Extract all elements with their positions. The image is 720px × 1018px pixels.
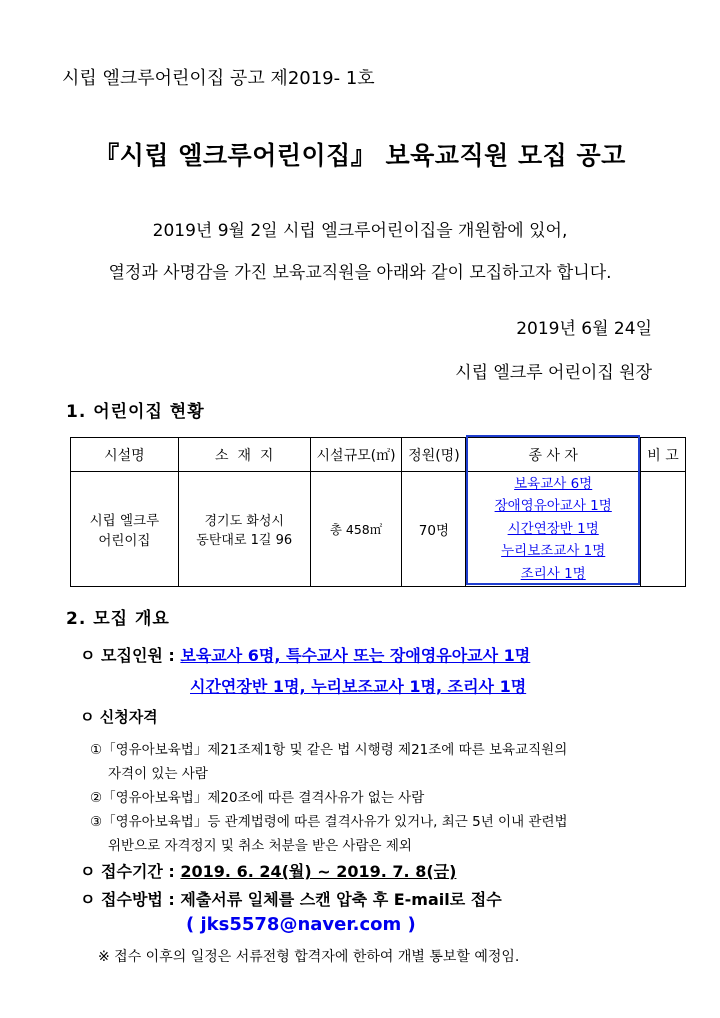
qualification-3-cont: 위반으로 자격정지 및 취소 처분을 받은 사람은 제외 xyxy=(108,838,412,854)
qualification-1-cont: 자격이 있는 사람 xyxy=(108,766,208,782)
cell-size: 총 458㎡ xyxy=(310,472,402,587)
section-2-heading: 2. 모집 개요 xyxy=(66,609,170,629)
qualification-3: ③「영유아보육법」등 관계법령에 따른 결격사유가 있거나, 최근 5년 이내 관련법 xyxy=(90,814,568,830)
facility-name-line-1: 시립 엘크루 xyxy=(89,513,160,529)
recruit-line-2 xyxy=(190,674,526,697)
col-header-name: 시설명 xyxy=(71,438,179,472)
col-header-capacity: 정원(명) xyxy=(402,438,466,472)
staff-item: 시간연장반 1명 xyxy=(507,520,599,537)
period-label: ㅇ 접수기간 : xyxy=(80,862,181,881)
cell-facility-name xyxy=(71,472,179,587)
intro-line-2: 열정과 사명감을 가진 보육교직원을 아래와 같이 모집하고자 합니다. xyxy=(108,263,612,283)
recruit-line-1 xyxy=(80,643,530,666)
schedule-note: ※ 접수 이후의 일정은 서류전형 합격자에 한하여 개별 통보할 예정임. xyxy=(98,949,520,965)
facility-name-line-2: 어린이집 xyxy=(98,533,151,549)
section-1-heading: 1. 어린이집 현황 xyxy=(66,402,205,422)
qualification-1: ①「영유아보육법」제21조제1항 및 같은 법 시행령 제21조에 따른 보육교직원의 xyxy=(90,742,568,758)
col-header-staff: 종 사 자 xyxy=(466,438,641,472)
cell-remarks xyxy=(641,472,686,587)
staff-item: 보육교사 6명 xyxy=(514,475,593,492)
email-address[interactable]: ( jks5578@naver.com ) xyxy=(186,914,416,935)
cell-address xyxy=(178,472,310,587)
staff-item: 장애영유아교사 1명 xyxy=(494,498,612,515)
cell-staff xyxy=(466,472,641,587)
table-header-row xyxy=(71,438,686,472)
announcement-date: 2019년 6월 24일 xyxy=(516,319,652,339)
col-header-size: 시설규모(㎡) xyxy=(310,438,402,472)
qualification-2: ②「영유아보육법」제20조에 따른 결격사유가 없는 사람 xyxy=(90,790,425,806)
address-line-2: 동탄대로 1길 96 xyxy=(196,533,293,548)
recruit-positions-2: 시간연장반 1명, 누리보조교사 1명, 조리사 1명 xyxy=(190,677,527,696)
table-row xyxy=(71,472,686,587)
method-line xyxy=(80,887,502,910)
document-number: 시립 엘크루어린이집 공고 제2019- 1호 xyxy=(62,68,375,89)
period-value: 2019. 6. 24(월) ~ 2019. 7. 8(금) xyxy=(180,862,457,881)
address-line-1: 경기도 화성시 xyxy=(204,514,284,529)
facility-status-table xyxy=(70,437,686,587)
intro-line-1: 2019년 9월 2일 시립 엘크루어린이집을 개원함에 있어, xyxy=(152,221,568,241)
staff-item: 조리사 1명 xyxy=(520,565,586,582)
staff-item: 누리보조교사 1명 xyxy=(501,543,606,560)
method-value: 제출서류 일체를 스캔 압축 후 E-mail로 접수 xyxy=(180,890,502,909)
recruit-positions-1: 보육교사 6명, 특수교사 또는 장애영유아교사 1명 xyxy=(180,646,531,665)
recruit-label: ㅇ 모집인원 : xyxy=(80,646,181,665)
qualification-label: ㅇ 신청자격 xyxy=(80,708,158,726)
col-header-address: 소 재 지 xyxy=(178,438,310,472)
page-title: 『시립 엘크루어린이집』 보육교직원 모집 공고 xyxy=(94,141,626,170)
col-header-remarks: 비 고 xyxy=(641,438,686,472)
cell-capacity: 70명 xyxy=(402,472,466,587)
period-line xyxy=(80,859,456,882)
signature: 시립 엘크루 어린이집 원장 xyxy=(455,363,652,383)
method-label: ㅇ 접수방법 : xyxy=(80,890,181,909)
